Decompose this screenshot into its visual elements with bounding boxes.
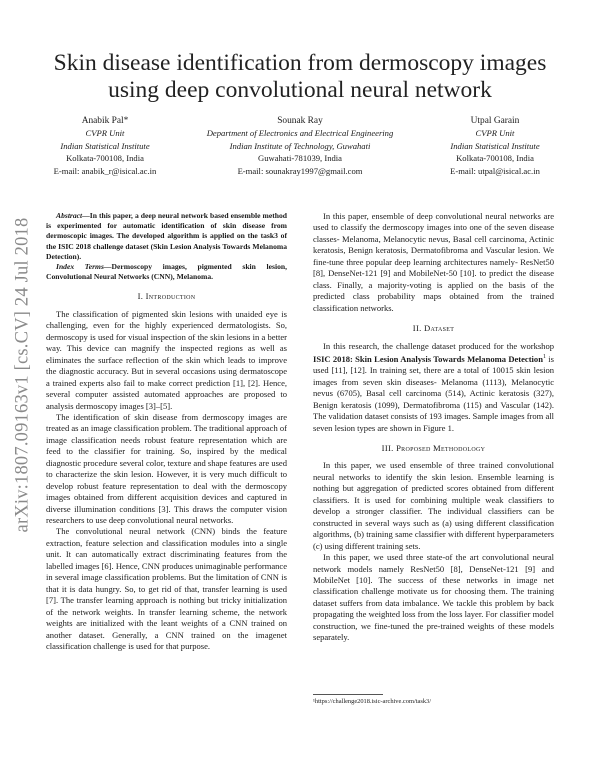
author-address: Guwahati-781039, India bbox=[257, 153, 342, 164]
left-column bbox=[46, 211, 287, 652]
author-unit: CVPR Unit bbox=[475, 128, 515, 139]
author-address: Kolkata-700108, India bbox=[456, 153, 534, 164]
paper-title: Skin disease identification from dermoscopy images using deep convolutional neural network bbox=[53, 50, 547, 103]
author-unit: Department of Electronics and Electrical Engineering bbox=[206, 128, 394, 139]
author-2 bbox=[185, 115, 415, 177]
footnote: ¹https://challenge2018.isic-archive.com/task3/ bbox=[313, 698, 431, 705]
abstract-text: —In this paper, a deep neural network based ensemble method is experimented for automatic identification of skin disease from dermoscopic images. The developed algorithm is applied on the task3 of the ISIC 2018 challenge dataset (Skin Lesion Analysis Towards Melanoma Detection). bbox=[46, 211, 287, 261]
dataset-paragraph bbox=[313, 341, 554, 434]
author-name: Sounak Ray bbox=[277, 116, 323, 126]
footnote-mark: 1 bbox=[542, 353, 546, 360]
abstract bbox=[46, 211, 287, 262]
section-number: II. bbox=[412, 323, 422, 334]
author-unit: CVPR Unit bbox=[85, 128, 125, 139]
author-name: Utpal Garain bbox=[470, 116, 520, 126]
index-terms bbox=[46, 262, 287, 282]
author-email: E-mail: sounakray1997@gmail.com bbox=[237, 165, 363, 176]
paragraph: In this paper, ensemble of deep convolutional neural networks are used to classify the dermoscopy images into one of the seven disease classes- Melanoma, Melanocytic nevus, Basal cell carcinoma, Actinic keratosis, Benign keratosis, Dermatofibroma and Vascular lesion. We fine-tune three popular deep learning architectures namely- ResNet50 [8], DenseNet-121 [9] and MobileNet-50 [10]. to predict the disease class. Finally, a majority-voting is applied on the basis of the predicted class probability maps obtained from the trained classification networks. bbox=[313, 211, 554, 313]
author-institute: Indian Statistical Institute bbox=[60, 140, 150, 151]
section-title: Proposed Methodology bbox=[396, 443, 486, 453]
paragraph: In this paper, we used ensemble of three trained convolutional neural networks to identify the skin lesion. Ensemble learning is nothing but aggregation of predicted scores obtained from different classifiers. It is used for combining multiple weak classifiers to develop a stronger classifier. The individual classifiers can be constructed in several ways such as (a) using different classification algorithms, (b) training same classifier with different hyperparameters (c) using different training sets. bbox=[313, 460, 554, 551]
index-terms-text: —Dermoscopy images, pigmented skin lesion, Convolutional Neural Networks (CNN), Melanoma. bbox=[46, 262, 287, 282]
footnote-rule bbox=[313, 694, 383, 695]
workshop-name: ISIC 2018: Skin Lesion Analysis Towards Melanoma Detection bbox=[313, 353, 543, 364]
author-address: Kolkata-700108, India bbox=[66, 153, 144, 164]
author-1 bbox=[30, 115, 180, 177]
paragraph: The convolutional neural network (CNN) binds the feature extraction, feature selection and classification modules into a single unit. It can automatically extract discriminating features from the labelled images [6]. Hence, CNN produces unimaginable performance in several image classification problems. But the limitation of CNN is that it is data hungry. So, to get rid of that, transfer learning is used [7]. The transfer learning approach is nothing but tricky initialization of the network weights. In transfer learning scheme, the network weights are initialized with the leant weights of a CNN trained on another dataset. Generally, a CNN trained on the imagenet classification challenge is used for that purpose. bbox=[46, 526, 287, 652]
author-institute: Indian Statistical Institute bbox=[450, 140, 540, 151]
arxiv-id: arXiv:1807.09163v1 [cs.CV] 24 Jul 2018 bbox=[12, 217, 33, 533]
abstract-label: Abstract bbox=[56, 211, 83, 220]
index-terms-label: Index Terms bbox=[56, 262, 104, 272]
author-email: E-mail: anabik_r@isical.ac.in bbox=[53, 165, 157, 176]
paragraph: The identification of skin disease from dermoscopy images are treated as an image classification problem. The traditional approach of image classification needs robust feature representation which are feed to the classifier for training. So, inspired by the medical diagnostic procedure several color, texture and shape features are used to characterize the skin lesion. However, it is very much difficult to develop robust feature representation to deal with the dermoscopy images obtained from different acquisition devices and captured in diverse illumination conditions [3]. This draws the computer vision researchers to use deep convolutional neural networks. bbox=[46, 411, 287, 526]
author-institute: Indian Institute of Technology, Guwahati bbox=[229, 140, 371, 151]
section-title: Introduction bbox=[145, 291, 196, 302]
section-heading-introduction bbox=[46, 291, 287, 302]
section-number: I. bbox=[137, 291, 144, 302]
paragraph: The classification of pigmented skin lesions with unaided eye is challenging, even for the highly experienced dermatologists. So, dermoscopy is used for visual inspection of the skin lesions in a better way. This device can magnify the inspected regions as well as eliminates the surface reflection of the skin which leads to improve the diagnostic accuracy. But in several occasions using dermatoscope a trained experts also fail to make correct prediction [1], [2]. Hence, several computer assisted automated approaches are proposed to analysis dermoscopy images [3]–[5]. bbox=[46, 308, 287, 411]
section-title: Dataset bbox=[424, 323, 455, 334]
section-number: III. bbox=[381, 443, 394, 453]
dataset-text-pre: In this research, the challenge dataset produced for the workshop bbox=[323, 340, 554, 351]
author-block bbox=[30, 115, 570, 177]
section-heading-methodology bbox=[313, 443, 554, 454]
author-name: Anabik Pal* bbox=[81, 116, 129, 126]
section-heading-dataset bbox=[313, 323, 554, 334]
right-column bbox=[313, 211, 554, 644]
dataset-text-post: is used [11], [12]. In training set, there are a total of 10015 skin lesion images from seven skin diseases- Melanoma (1113), Melanocytic nevus (6705), Basal cell carcinoma (514), Actinic keratosis (327), Benign keratosis (1099), Dermatofibroma (115) and Vascular (142). The validation dataset consists of 193 images. Sample images from all seven lesion types are shown in Figure 1. bbox=[313, 353, 554, 433]
paragraph: In this paper, we used three state-of the art convolutional neural network models namely ResNet50 [8], DenseNet-121 [9] and MobileNet [10]. The success of these networks in image net classification challenge motivate us for choosing them. The training dataset suffers from data imbalance. We tackle this problem by back propagating the weighted loss from the loss layer. For classifier model construction, we fine-tuned the pre-trained weights of these models separately. bbox=[313, 552, 554, 643]
arxiv-watermark bbox=[10, 210, 36, 540]
author-3 bbox=[420, 115, 570, 177]
author-email: E-mail: utpal@isical.ac.in bbox=[450, 165, 540, 176]
